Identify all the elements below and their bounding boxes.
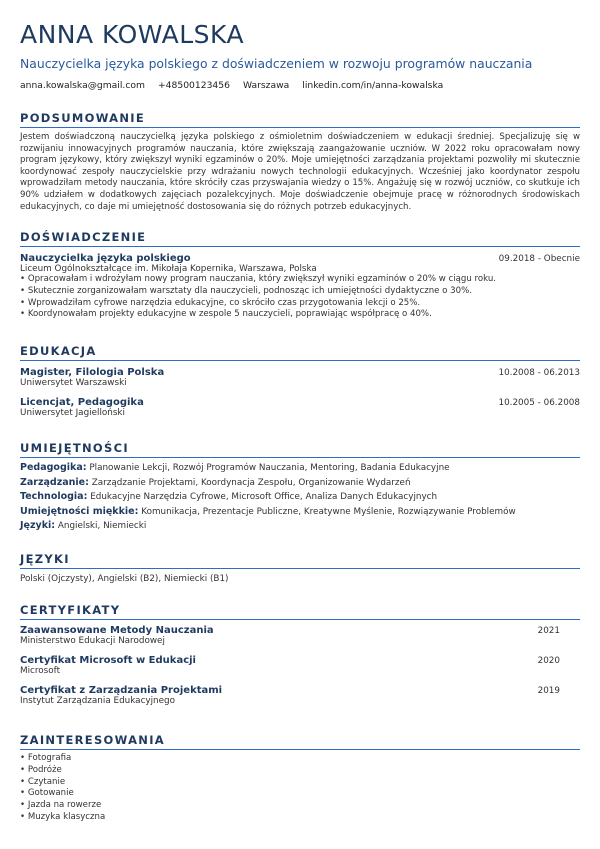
summary-text: Jestem doświadczoną nauczycielką języka polskiego z ośmioletnim doświadczeniem w edukacji średniej. Specjalizuję się w rozwijaniu innowacyjnych programów nauczania, które zwiększają zaangażowanie uczniów. W 2022 roku opracowałam nowy program językowy, który zwiększył wyniki egzaminów o 20%. Moje umiejętności zarządzania projektami pozwoliły mi skutecznie koordynować zespoły nauczycielskie przy wdrażaniu nowych technologii edukacyjnych. Wcześniej jako koordynator zespołu wprowadziłam metody nauczania, które skróciły czas przyswajania wiedzy o 15%. Angażuję się w rozwój uczniów, co skutkuje ich 90% udziałem w dodatkowych zajęciach pozalekcyjnych. Moje doświadczenie obejmuje pracę w różnorodnych środowiskach edukacyjnych, co daje mi umiejętność dostosowania się do różnych potrzeb edukacyjnych. [20,132,580,212]
skills-heading: UMIEJĘTNOŚCI [20,441,580,458]
skill-row [20,461,580,476]
job-org: Liceum Ogólnokształcące im. Mikołaja Kopernika, Warszawa, Polska [20,264,317,274]
certificate-year: 2019 [537,686,560,696]
job-role: Nauczycielka języka polskiego [20,253,191,264]
certificate-name: Certyfikat z Zarządzania Projektami [20,685,223,696]
education-section [20,344,580,418]
skill-category: Zarządzanie: [20,476,89,488]
summary-heading: PODSUMOWANIE [20,111,580,128]
certificate-entry [20,625,580,646]
skill-category: Umiejętności miękkie: [20,505,139,517]
certificate-entry [20,685,580,706]
languages-section [20,552,580,584]
skill-values: Planowanie Lekcji, Rozwój Programów Nauczania, Mentoring, Badania Edukacyjne [89,463,450,473]
education-entry [20,397,580,418]
contact-city: Warszawa [242,80,290,91]
skill-category: Pedagogika: [20,462,87,473]
certificate-issuer: Microsoft [20,666,61,676]
skills-list [20,461,580,534]
certificates-section [20,603,580,706]
languages-heading: JĘZYKI [20,552,580,569]
languages-text: Polski (Ojczysty), Angielski (B2), Niemiecki (B1) [20,574,229,584]
interest-item: • Fotografia [20,753,580,765]
interest-item: • Gotowanie [20,788,580,800]
summary-section [20,111,580,213]
certificate-year: 2020 [537,656,560,666]
contact-bar [20,80,443,91]
education-school: Uniwersytet Jagielloński [20,408,125,418]
skills-section [20,441,580,534]
job-dates: 09.2018 - Obecnie [498,254,580,264]
certificate-name: Certyfikat Microsoft w Edukacji [20,655,196,666]
contact-email[interactable]: anna.kowalska@gmail.com [20,80,145,91]
skill-row [20,490,580,505]
interests-list [20,753,580,824]
job-bullet: • Koordynowałam projekty edukacyjne w zespole 5 nauczycieli, poprawiając współpracę o 40%. [20,309,580,321]
education-degree: Licencjat, Pedagogika [20,397,144,408]
job-entry [20,253,580,321]
skill-values: Edukacyjne Narzędzia Cyfrowe, Microsoft Office, Analiza Danych Edukacyjnych [90,492,438,503]
contact-linkedin[interactable]: linkedin.com/in/anna-kowalska [302,80,444,91]
education-dates: 10.2005 - 06.2008 [498,398,580,408]
skill-values: Komunikacja, Prezentacje Publiczne, Kreatywne Myślenie, Rozwiązywanie Problemów [141,506,516,517]
job-bullets [20,274,580,321]
certificate-issuer: Ministerstwo Edukacji Narodowej [20,636,165,646]
education-school: Uniwersytet Warszawski [20,378,127,388]
job-bullet: • Wprowadziłam cyfrowe narzędzia edukacyjne, co skróciło czas przygotowania lekcji o 25%. [20,298,580,310]
experience-heading: DOŚWIADCZENIE [20,230,580,247]
interest-item: • Jazda na rowerze [20,800,580,812]
candidate-name: ANNA KOWALSKA [20,20,245,49]
interests-heading: ZAINTERESOWANIA [20,733,580,750]
certificate-issuer: Instytut Zarządzania Edukacyjnego [20,696,176,706]
certificate-entry [20,655,580,676]
interest-item: • Podróże [20,765,580,777]
education-entry [20,367,580,388]
candidate-subtitle: Nauczycielka języka polskiego z doświadczeniem w rozwoju programów nauczania [20,56,533,71]
education-degree: Magister, Filologia Polska [20,367,165,378]
job-bullet: • Skutecznie zorganizowałam warsztaty dla nauczycieli, podnosząc ich umiejętności dydaktyczne o 30%. [20,286,580,298]
certificates-heading: CERTYFIKATY [20,603,580,620]
skill-values: Zarządzanie Projektami, Koordynacja Zespołu, Organizowanie Wydarzeń [91,477,411,488]
skill-row [20,519,580,534]
experience-section [20,230,580,321]
certificate-name: Zaawansowane Metody Nauczania [20,625,214,636]
skill-row [20,505,580,520]
skill-values: Angielski, Niemiecki [57,521,147,532]
skill-category: Języki: [20,520,56,532]
education-dates: 10.2008 - 06.2013 [498,368,580,378]
interests-section [20,733,580,824]
skill-row [20,476,580,491]
education-heading: EDUKACJA [20,344,580,361]
interest-item: • Muzyka klasyczna [20,812,580,824]
job-bullet: • Opracowałam i wdrożyłam nowy program nauczania, który zwiększył wyniki egzaminów o 20% w ciągu roku. [20,274,580,286]
interest-item: • Czytanie [20,777,580,789]
contact-phone: +48500123456 [157,80,230,91]
certificate-year: 2021 [537,626,560,636]
skill-category: Technologia: [20,491,88,503]
